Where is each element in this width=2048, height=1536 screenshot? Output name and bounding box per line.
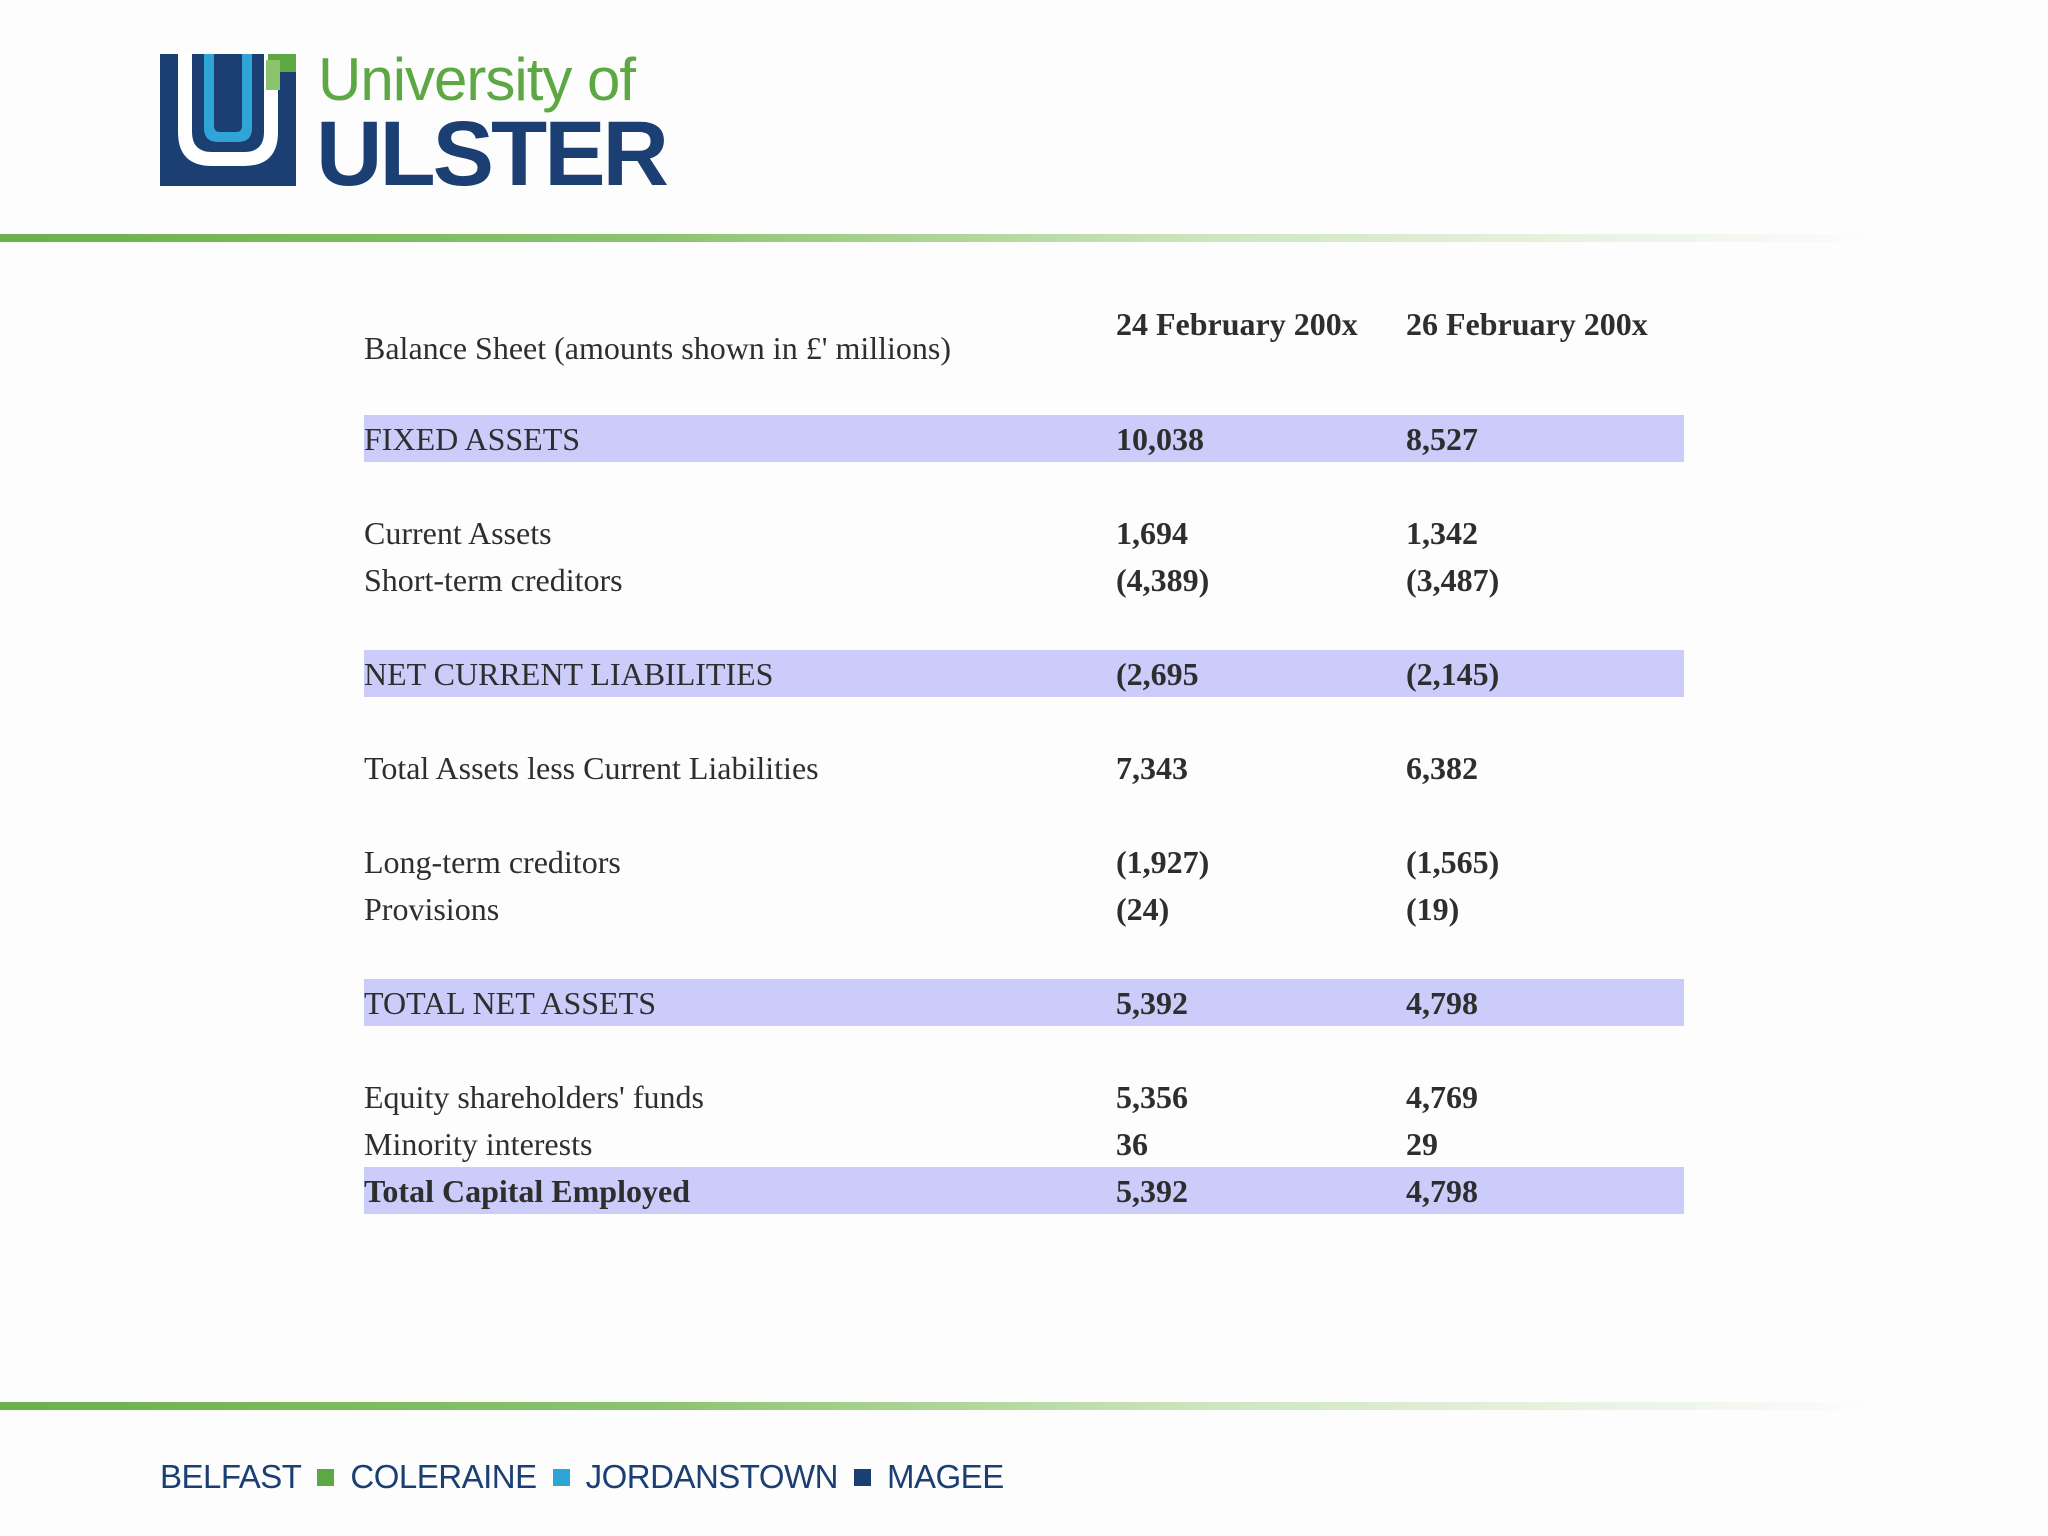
table-row xyxy=(364,1073,1684,1120)
row-value-period-2: 29 xyxy=(1406,1126,1438,1162)
campus-coleraine: COLERAINE xyxy=(350,1458,537,1495)
row-label: TOTAL NET ASSETS xyxy=(364,985,656,1021)
table-row xyxy=(364,885,1684,932)
row-value-period-1: (24) xyxy=(1116,891,1170,927)
row-value-period-1: 36 xyxy=(1116,1126,1148,1162)
row-label: Total Assets less Current Liabilities xyxy=(364,750,819,786)
logo-text-university-of: University of xyxy=(318,46,636,113)
table-row xyxy=(364,415,1684,462)
row-label: Equity shareholders' funds xyxy=(364,1079,704,1115)
bottom-divider xyxy=(0,1402,1880,1410)
campus-list xyxy=(160,1454,1004,1500)
table-row xyxy=(364,650,1684,697)
row-value-period-1: 10,038 xyxy=(1116,421,1204,457)
row-value-period-2: 4,798 xyxy=(1406,985,1478,1021)
blue-square-icon xyxy=(553,1469,570,1486)
row-value-period-2: 4,769 xyxy=(1406,1079,1478,1115)
row-value-period-2: (3,487) xyxy=(1406,562,1500,598)
row-label: FIXED ASSETS xyxy=(364,421,581,457)
table-row xyxy=(364,509,1684,556)
row-value-period-1: (1,927) xyxy=(1116,844,1210,880)
table-row xyxy=(364,556,1684,603)
row-value-period-2: (19) xyxy=(1406,891,1460,927)
row-label: Provisions xyxy=(364,891,500,927)
row-label: Long-term creditors xyxy=(364,844,621,880)
row-label: Current Assets xyxy=(364,515,552,551)
row-label: Total Capital Employed xyxy=(364,1173,690,1209)
row-value-period-2: 6,382 xyxy=(1406,750,1478,786)
row-value-period-1: (2,695 xyxy=(1116,656,1199,692)
row-value-period-1: 7,343 xyxy=(1116,750,1188,786)
table-row-total xyxy=(364,1167,1684,1214)
row-value-period-2: (1,565) xyxy=(1406,844,1500,880)
row-value-period-1: 5,356 xyxy=(1116,1079,1188,1115)
row-value-period-1: 5,392 xyxy=(1116,985,1188,1021)
university-shield-icon xyxy=(160,54,296,186)
campus-magee: MAGEE xyxy=(887,1458,1004,1495)
row-value-period-2: 8,527 xyxy=(1406,421,1478,457)
row-value-period-1: 5,392 xyxy=(1116,1173,1188,1209)
campus-jordanstown: JORDANSTOWN xyxy=(585,1458,839,1495)
table-title: Balance Sheet (amounts shown in £' millions) xyxy=(364,330,952,366)
table-row xyxy=(364,979,1684,1026)
column-header-period-2: 26 February 200x xyxy=(1406,306,1648,342)
table-row xyxy=(364,1120,1684,1167)
navy-square-icon xyxy=(854,1469,871,1486)
table-row xyxy=(364,744,1684,791)
column-header-period-1: 24 February 200x xyxy=(1116,306,1358,342)
green-square-icon xyxy=(317,1469,334,1486)
row-value-period-1: 1,694 xyxy=(1116,515,1188,551)
row-label: Short-term creditors xyxy=(364,562,623,598)
row-value-period-2: 4,798 xyxy=(1406,1173,1478,1209)
logo-text-ulster: ULSTER xyxy=(316,103,666,205)
row-label: Minority interests xyxy=(364,1126,593,1162)
university-logo xyxy=(160,46,666,205)
row-value-period-2: 1,342 xyxy=(1406,515,1478,551)
top-divider xyxy=(0,234,1880,242)
row-label: NET CURRENT LIABILITIES xyxy=(364,656,774,692)
campus-belfast: BELFAST xyxy=(160,1458,302,1495)
row-value-period-2: (2,145) xyxy=(1406,656,1500,692)
table-row xyxy=(364,838,1684,885)
row-value-period-1: (4,389) xyxy=(1116,562,1210,598)
